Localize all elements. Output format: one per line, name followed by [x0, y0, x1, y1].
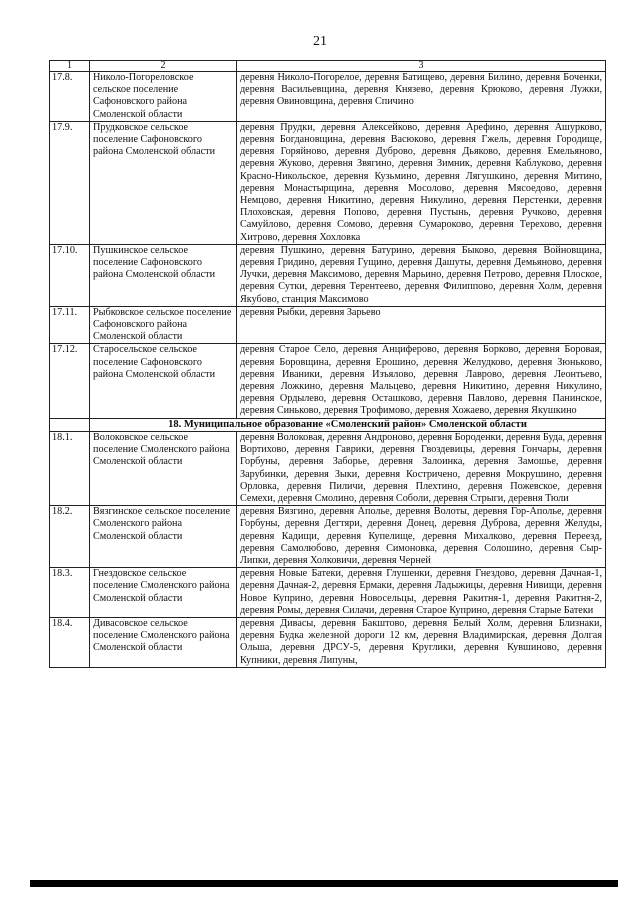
settlements-list: деревня Николо-Погорелое, деревня Батищево, деревня Билино, деревня Боченки, деревня Васильевщина, деревня Князево, деревня Крюково, деревня Лужки, деревня Овиновщина, деревня Спичино — [237, 72, 606, 122]
municipality-name: Прудковское сельское поселение Сафоновского района Смоленской области — [90, 121, 237, 244]
row-number: 17.12. — [50, 344, 90, 418]
table-row — [50, 344, 606, 418]
row-number: 17.10. — [50, 244, 90, 306]
settlements-list: деревня Вязгино, деревня Аполье, деревня Волоты, деревня Гор-Аполье, деревня Горбуны, деревня Дегтяри, деревня Донец, деревня Дуброва, деревня Желуды, деревня Кадищи, деревня Купелище, деревня Михалково, деревня Переезд, деревня Самолюбово, деревня Симоновка, деревня Солошино, деревня Сыр-Липки, деревня Холковичи, деревня Черней — [237, 506, 606, 568]
municipality-name: Пушкинское сельское поселение Сафоновского района Смоленской области — [90, 244, 237, 306]
municipality-name: Рыбковское сельское поселение Сафоновского района Смоленской области — [90, 306, 237, 344]
municipality-name: Гнездовское сельское поселение Смоленского района Смоленской области — [90, 568, 237, 618]
row-number: 18.4. — [50, 617, 90, 667]
settlements-list: деревня Прудки, деревня Алексейково, деревня Арефино, деревня Ашурково, деревня Богдановщина, деревня Васюково, деревня Гжель, деревня Городище, деревня Горяйново, деревня Дуброво, деревня Дьяково, деревня Емельяново, деревня Жуково, деревня Звягино, деревня Зимник, деревня Каблуково, деревня Красно-Никольское, деревня Кузьмино, деревня Лягушкино, деревня Митино, деревня Монастырщина, деревня Мосолово, деревня Мясоедово, деревня Немцово, деревня Никитино, деревня Никулино, деревня Перстенки, деревня Плоховская, деревня Попово, деревня Пустынь, деревня Ручково, деревня Самуйлово, деревня Сомово, деревня Сумароково, деревня Терехово, деревня Хитрово, деревня Хохловка — [237, 121, 606, 244]
settlements-list: деревня Пушкино, деревня Батурино, деревня Быково, деревня Войновщина, деревня Гридино, деревня Гущино, деревня Дашуты, деревня Демьяново, деревня Лучки, деревня Максимово, деревня Марьино, деревня Петрово, деревня Плоское, деревня Сутки, деревня Терентеево, деревня Филиппово, деревня Холм, деревня Якубово, станция Максимово — [237, 244, 606, 306]
section-header-empty-cell — [50, 418, 90, 431]
column-header-3: 3 — [237, 61, 606, 72]
section-header-row — [50, 418, 606, 431]
settlements-list: деревня Новые Батеки, деревня Глушенки, деревня Гнездово, деревня Дачная-1, деревня Дачная-2, деревня Ермаки, деревня Ладыжицы, деревня Нивищи, деревня Новое Куприно, деревня Новосельцы, деревня Ракитня-1, деревня Ракитня-2, деревня Ромы, деревня Силачи, деревня Старое Куприно, деревня Старые Батеки — [237, 568, 606, 618]
row-number: 17.9. — [50, 121, 90, 244]
table-row — [50, 617, 606, 667]
municipality-name: Старосельское сельское поселение Сафоновского района Смоленской области — [90, 344, 237, 418]
settlements-list: деревня Дивасы, деревня Бакштово, деревня Белый Холм, деревня Близнаки, деревня Будка железной дороги 12 км, деревня Владимирская, деревня Долгая Ольша, деревня ДРСУ-5, деревня Круглики, деревня Кувшиново, деревня Купники, деревня Липуны, — [237, 617, 606, 667]
municipality-name: Дивасовское сельское поселение Смоленского района Смоленской области — [90, 617, 237, 667]
settlements-table — [49, 60, 606, 668]
row-number: 18.3. — [50, 568, 90, 618]
section-title: 18. Муниципальное образование «Смоленский район» Смоленской области — [90, 418, 606, 431]
row-number: 17.11. — [50, 306, 90, 344]
settlements-list: деревня Рыбки, деревня Зарьево — [237, 306, 606, 344]
row-number: 17.8. — [50, 72, 90, 122]
scan-bottom-border — [30, 880, 618, 887]
table-row — [50, 121, 606, 244]
table-row — [50, 72, 606, 122]
table-header-row — [50, 61, 606, 72]
page-number: 21 — [313, 34, 327, 49]
column-header-2: 2 — [90, 61, 237, 72]
table-row — [50, 506, 606, 568]
row-number: 18.1. — [50, 431, 90, 505]
table-row — [50, 244, 606, 306]
municipality-name: Николо-Погореловское сельское поселение Сафоновского района Смоленской области — [90, 72, 237, 122]
settlements-list: деревня Старое Село, деревня Анциферово, деревня Борково, деревня Боровая, деревня Боровщина, деревня Ерошино, деревня Желудково, деревня Зюньково, деревня Иваники, деревня Изъялово, деревня Лаврово, деревня Леонтьево, деревня Ложкино, деревня Мальцево, деревня Никитино, деревня Никулино, деревня Ордылево, деревня Осташково, деревня Павлово, деревня Панинское, деревня Синьково, деревня Трофимово, деревня Хожаево, деревня Якушкино — [237, 344, 606, 418]
column-header-1: 1 — [50, 61, 90, 72]
municipality-name: Вязгинское сельское поселение Смоленского района Смоленской области — [90, 506, 237, 568]
table-row — [50, 306, 606, 344]
municipality-name: Волоковское сельское поселение Смоленского района Смоленской области — [90, 431, 237, 505]
settlements-list: деревня Волоковая, деревня Андроново, деревня Бороденки, деревня Буда, деревня Вортихово, деревня Гаврики, деревня Гвоздевицы, деревня Гончары, деревня Горбуны, деревня Заборье, деревня Залоинка, деревня Замошье, деревня Зарубинки, деревня Зыки, деревня Костричено, деревня Мокрушино, деревня Орловка, деревня Пиличи, деревня Плехтино, деревня Пожевское, деревня Семехи, деревня Смолино, деревня Соболи, деревня Стрыги, деревня Тюли — [237, 431, 606, 505]
table-row — [50, 431, 606, 505]
table-row — [50, 568, 606, 618]
row-number: 18.2. — [50, 506, 90, 568]
